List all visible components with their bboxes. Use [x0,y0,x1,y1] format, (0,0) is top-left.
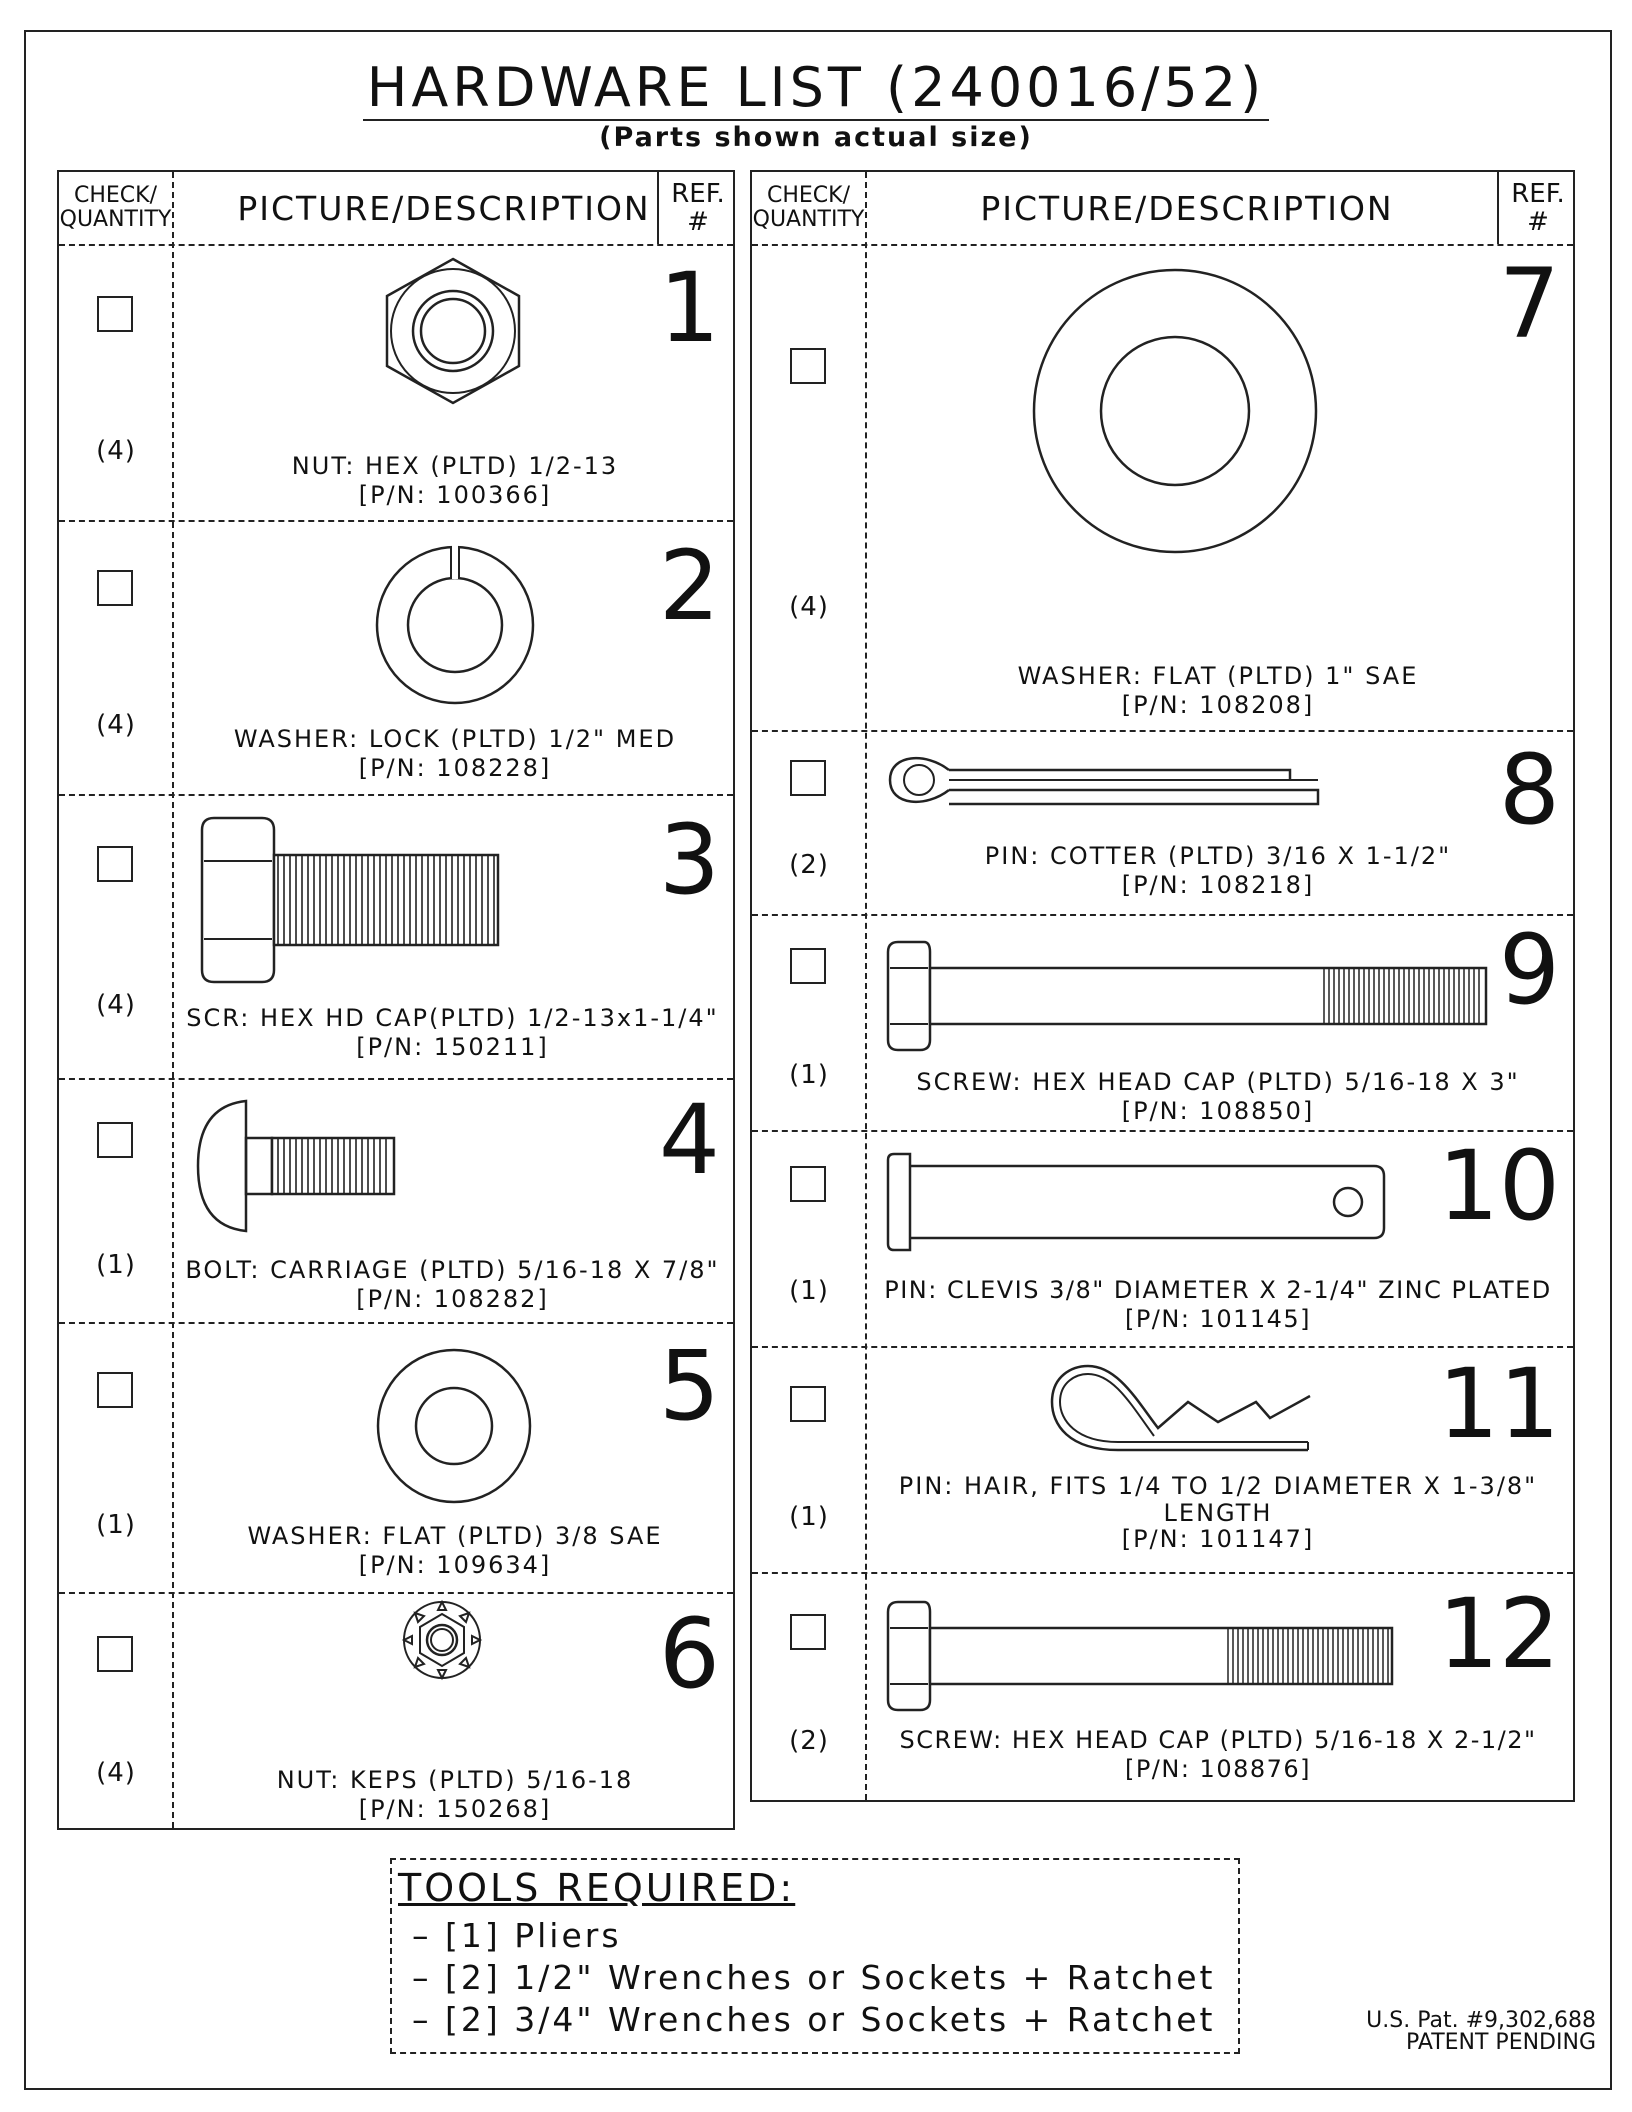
checkbox-item-3[interactable] [97,846,133,882]
ref-number-4: 4 [658,1084,720,1196]
quantity-item-1: (4) [96,436,136,466]
description-item-12: SCREW: HEX HEAD CAP (PLTD) 5/16-18 X 2-1/2" [P/N: 108876] [899,1726,1537,1783]
checkbox-item-4[interactable] [97,1122,133,1158]
quantity-item-11: (1) [789,1502,829,1532]
quantity-item-9: (1) [789,1060,829,1090]
header-ref: REF. # [1497,172,1577,244]
tools-required-title: TOOLS REQUIRED: [398,1866,796,1910]
description-item-5: WASHER: FLAT (PLTD) 3/8 SAE [P/N: 109634] [247,1522,663,1579]
checkbox-item-12[interactable] [790,1614,826,1650]
ref-number-7: 7 [1498,248,1560,360]
ref-number-10: 10 [1437,1130,1560,1242]
checkbox-item-10[interactable] [790,1166,826,1202]
hex-cap-screw-icon [196,815,506,985]
quantity-item-12: (2) [789,1726,829,1756]
clevis-pin-icon [884,1150,1388,1254]
lock-washer-icon [370,540,540,710]
ref-number-3: 3 [658,804,720,916]
ref-number-2: 2 [658,530,720,642]
description-item-2: WASHER: LOCK (PLTD) 1/2" MED [P/N: 108228] [233,725,677,782]
description-item-8: PIN: COTTER (PLTD) 3/16 X 1-1/2" [P/N: 108218] [984,842,1452,899]
quantity-item-8: (2) [789,850,829,880]
checkbox-item-1[interactable] [97,296,133,332]
tool-line-half-inch-wrench: – [2] 1/2" Wrenches or Sockets + Ratchet [412,1958,1216,1997]
cotter-pin-icon [886,748,1322,814]
quantity-item-7: (4) [789,592,829,622]
keps-nut-icon [400,1598,484,1682]
header-check-quantity: CHECK/ QUANTITY [752,183,865,232]
checkbox-item-5[interactable] [97,1372,133,1408]
flat-washer-icon [374,1346,534,1506]
description-item-1: NUT: HEX (PLTD) 1/2-13 [P/N: 100366] [291,452,619,509]
tool-line-three-quarter-wrench: – [2] 3/4" Wrenches or Sockets + Ratchet [412,2000,1216,2039]
patent-number: U.S. Pat. #9,302,688 [1366,2008,1596,2033]
description-item-10: PIN: CLEVIS 3/8" DIAMETER X 2-1/4" ZINC PLATED [P/N: 101145] [884,1276,1552,1333]
ref-number-1: 1 [658,252,720,364]
patent-notice [1366,2010,1596,2054]
ref-number-12: 12 [1437,1578,1560,1690]
quantity-item-4: (1) [96,1250,136,1280]
checkbox-item-9[interactable] [790,948,826,984]
checkbox-item-7[interactable] [790,348,826,384]
checkbox-item-2[interactable] [97,570,133,606]
ref-number-6: 6 [658,1598,720,1710]
patent-pending: PATENT PENDING [1406,2030,1596,2055]
header-ref: REF. # [657,172,737,244]
description-item-9: SCREW: HEX HEAD CAP (PLTD) 5/16-18 X 3" [P/N: 108850] [916,1068,1520,1125]
description-item-3: SCR: HEX HD CAP(PLTD) 1/2-13x1-1/4" [P/N: 150211] [186,1004,719,1061]
hex-screw-icon [884,1598,1400,1714]
description-item-6: NUT: KEPS (PLTD) 5/16-18 [P/N: 150268] [276,1766,634,1823]
large-flat-washer-icon [1030,266,1320,556]
checkbox-item-8[interactable] [790,760,826,796]
carriage-bolt-icon [196,1098,402,1234]
header-picture-description: PICTURE/DESCRIPTION [237,188,651,228]
quantity-item-2: (4) [96,710,136,740]
quantity-item-5: (1) [96,1510,136,1540]
quantity-item-10: (1) [789,1276,829,1306]
checkbox-item-6[interactable] [97,1636,133,1672]
description-item-4: BOLT: CARRIAGE (PLTD) 5/16-18 X 7/8" [P/N: 108282] [185,1256,720,1313]
ref-number-9: 9 [1498,914,1560,1026]
header-picture-description: PICTURE/DESCRIPTION [980,188,1394,228]
hex-nut-icon [380,256,526,406]
description-item-7: WASHER: FLAT (PLTD) 1" SAE [P/N: 108208] [1017,662,1419,719]
long-hex-screw-icon [884,938,1494,1054]
hair-pin-icon [1048,1362,1318,1458]
tools-required-box [390,1858,1240,2054]
page-subtitle: (Parts shown actual size) [599,122,1033,153]
quantity-item-6: (4) [96,1758,136,1788]
ref-number-5: 5 [658,1330,720,1442]
page-title: HARDWARE LIST (240016/52) [0,56,1632,119]
description-item-11: PIN: HAIR, FITS 1/4 TO 1/2 DIAMETER X 1-3/8" LENGTH [P/N: 101147] [898,1472,1538,1553]
header-check-quantity: CHECK/ QUANTITY [59,183,172,232]
quantity-item-3: (4) [96,990,136,1020]
checkbox-item-11[interactable] [790,1386,826,1422]
tool-line-pliers: – [1] Pliers [412,1916,622,1955]
ref-number-8: 8 [1498,734,1560,846]
ref-number-11: 11 [1437,1348,1560,1460]
